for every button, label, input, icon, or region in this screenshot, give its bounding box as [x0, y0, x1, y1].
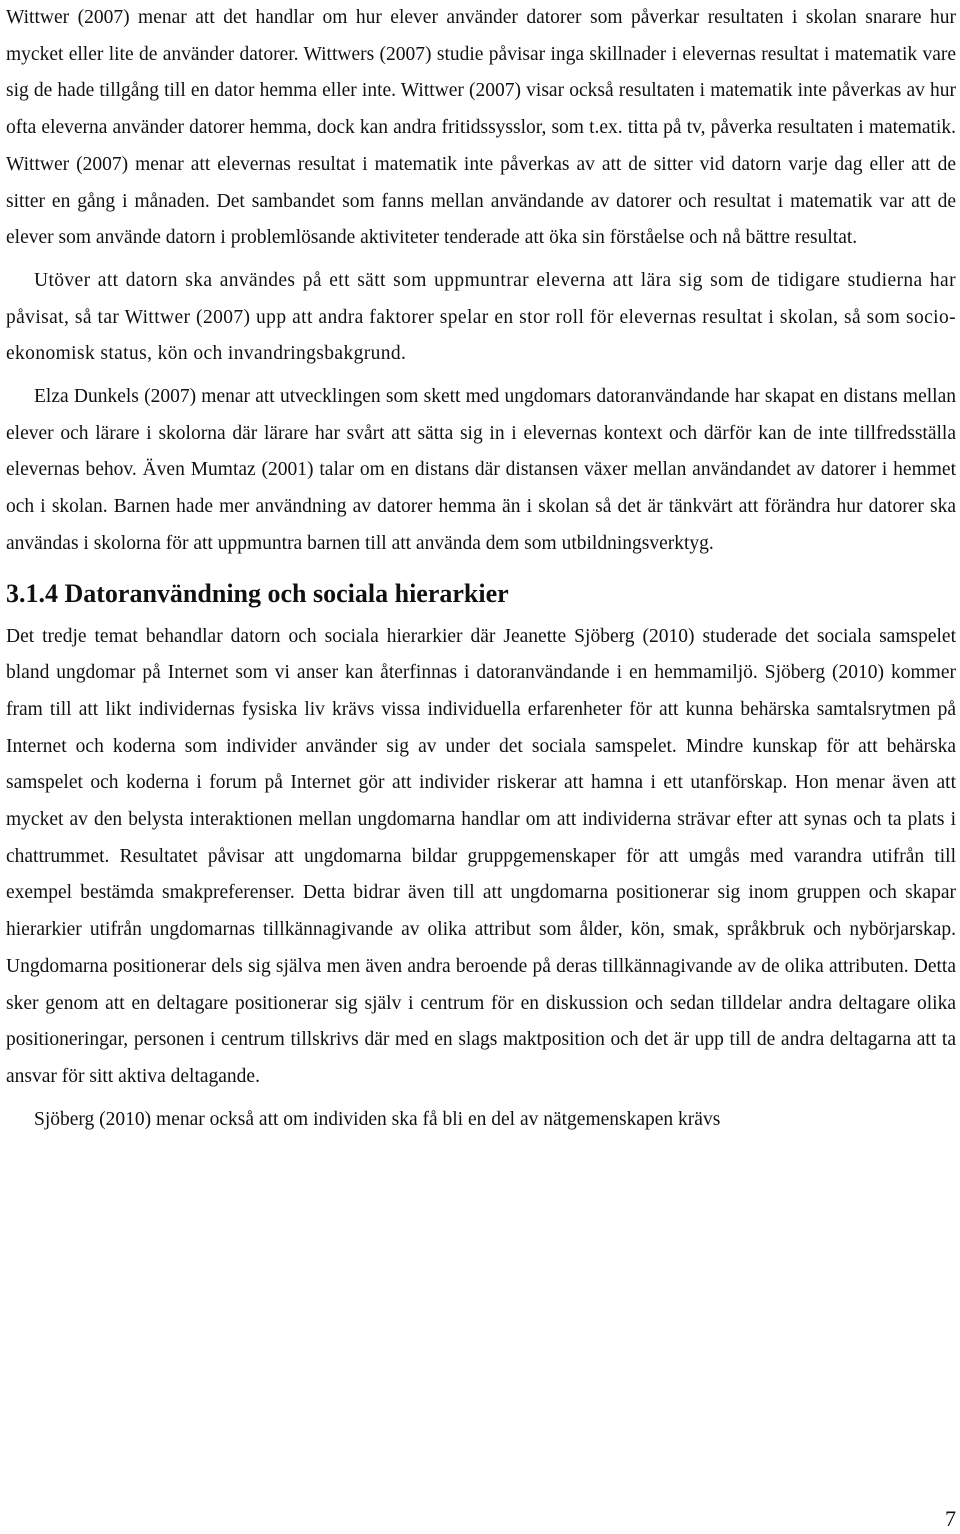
section-heading: 3.1.4 Datoranvändning och sociala hierarkier	[6, 578, 509, 608]
paragraph-dunkels-distance: Elza Dunkels (2007) menar att utvecklingen som skett med ungdomars datoranvändande har skapat en distans mellan elever och lärare i skolorna där lärare har svårt att sätta sig in i elevernas kontext och därför kan de inte tillfredsställa elevernas behov. Även Mumtaz (2001) talar om en distans där distansen växer mellan användandet av datorer i hemmet och i skolan. Barnen hade mer användning av datorer hemma än i skolan så det är tänkvärt att förändra hur datorer ska användas i skolorna för att uppmuntra barnen till att använda dem som utbildningsverktyg.	[6, 386, 956, 554]
page-number: 7	[945, 1506, 956, 1531]
paragraph-sjoberg-community: Sjöberg (2010) menar också att om individen ska få bli en del av nätgemenskapen krävs	[34, 1108, 721, 1130]
paragraph-wittwer-usage: Wittwer (2007) menar att det handlar om hur elever använder datorer som påverkar resultaten i skolan snarare hur mycket eller lite de använder datorer. Wittwers (2007) studie påvisar inga skillnader i elevernas resultat i matematik vare sig de hade tillgång till en dator hemma eller inte. Wittwer (2007) visar också resultaten i matematik inte påverkas av hur ofta eleverna använder datorer hemma, dock kan andra fritidssysslor, som t.ex. titta på tv, påverka resultaten i matematik. Wittwer (2007) menar att elevernas resultat i matematik inte påverkas av att de sitter vid datorn varje dag eller att de sitter en gång i månaden. Det sambandet som fanns mellan användande av datorer och resultat i matematik var att de elever som använde datorn i problemlösande aktiviteter tenderade att öka sin förståelse och nå bättre resultat.	[6, 7, 956, 249]
paragraph-sjoberg-hierarchies: Det tredje temat behandlar datorn och sociala hierarkier där Jeanette Sjöberg (2010) studerade det sociala samspelet bland ungdomar på Internet som vi anser kan återfinnas i datoranvändande i en hemmamiljö. Sjöberg (2010) kommer fram till att likt individernas fysiska liv krävs vissa individuella erfarenheter för att kunna behärska samtalsrytmen på Internet och koderna som individer använder sig av under det sociala samspelet. Mindre kunskap för att behärska samspelet och koderna i forum på Internet gör att individer riskerar att hamna i ett utanförskap. Hon menar även att mycket av den belysta interaktionen mellan ungdomarna handlar om att individerna strävar efter att synas och ta plats i chattrummet. Resultatet påvisar att ungdomarna bildar gruppgemenskaper för att umgås med varandra utifrån till exempel bestämda smakpreferenser. Detta bidrar även till att ungdomarna positionerar sig inom gruppen och skapar hierarkier utifrån ungdomarnas tillkännagivande av olika attribut som ålder, kön, smak, språkbruk och nybörjarskap. Ungdomarna positionerar dels sig själva men även andra beroende på deras tillkännagivande av de olika attributen. Detta sker genom att en deltagare positionerar sig själv i centrum för en diskussion och sedan tilldelar andra deltagare olika positioneringar, personen i centrum tillskrivs där med en slags maktposition och det är upp till de andra deltagarna att ta ansvar för sitt aktiva deltagande.	[6, 625, 956, 1087]
document-page	[6, 0, 956, 1144]
paragraph-wittwer-factors: Utöver att datorn ska användes på ett sätt som uppmuntrar eleverna att lära sig som de tidigare studierna har påvisat, så tar Wittwer (2007) upp att andra faktorer spelar en stor roll för elevernas resultat i skolan, så som socio-ekonomisk status, kön och invandringsbakgrund.	[6, 269, 956, 365]
